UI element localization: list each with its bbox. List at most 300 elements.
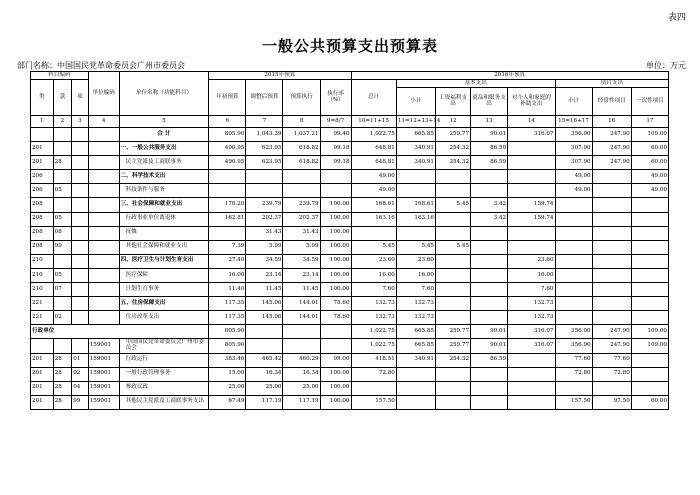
row-name-cell: 参政议政	[119, 381, 209, 395]
value-cell	[246, 170, 283, 184]
value-cell: 86.59	[471, 353, 508, 367]
value-cell	[246, 325, 283, 339]
value-cell	[631, 198, 668, 212]
value-cell: 163.16	[351, 212, 396, 226]
value-cell: 132.73	[396, 297, 435, 311]
value-cell	[592, 198, 631, 212]
value-cell: 5.45	[435, 198, 470, 212]
class-code-cell: 208	[31, 198, 54, 212]
class-code-cell: 201	[31, 395, 54, 409]
value-cell: 316.07	[508, 339, 555, 353]
row-name-cell: 合 计	[119, 128, 209, 142]
value-cell: 117.35	[209, 311, 246, 325]
value-cell: 25.00	[283, 381, 320, 395]
value-cell: 259.77	[435, 325, 470, 339]
value-cell: 239.79	[283, 198, 320, 212]
value-cell	[555, 254, 592, 268]
table-row	[31, 184, 669, 198]
value-cell	[508, 156, 555, 170]
value-cell	[471, 268, 508, 282]
value-cell: 100.00	[320, 240, 351, 254]
class-code-cell: 201	[31, 381, 54, 395]
value-cell	[435, 311, 470, 325]
row-name-cell: 二、科学技术支出	[119, 170, 209, 184]
column-index-cell: 11=12+13+14	[396, 116, 435, 128]
value-cell	[592, 297, 631, 311]
value-cell: 99.18	[320, 156, 351, 170]
kuan-code-cell: 05	[53, 212, 72, 226]
row-name-cell: 抚恤	[119, 226, 209, 240]
column-index-cell: 6	[209, 116, 246, 128]
header-2015: 2015年预算	[209, 72, 351, 80]
row-name-cell: 一、一般公共服务支出	[119, 142, 209, 156]
value-cell	[320, 170, 351, 184]
row-name-cell: 行政运行	[119, 353, 209, 367]
value-cell: 465.42	[246, 353, 283, 367]
value-cell: 307.90	[555, 142, 592, 156]
value-cell	[435, 254, 470, 268]
value-cell: 16.00	[351, 268, 396, 282]
value-cell	[508, 170, 555, 184]
xiang-code-cell	[72, 156, 89, 170]
kuan-code-cell	[53, 198, 72, 212]
value-cell	[351, 226, 396, 240]
value-cell: 254.32	[435, 156, 470, 170]
header-initial: 年初预算	[209, 80, 246, 116]
class-code-cell: 201	[31, 156, 54, 170]
xiang-code-cell	[72, 142, 89, 156]
header-cls: 类	[31, 80, 54, 116]
value-cell	[631, 367, 668, 381]
class-code-cell	[31, 339, 54, 353]
value-cell	[396, 367, 435, 381]
value-cell: 11.45	[246, 283, 283, 297]
xiang-code-cell	[72, 212, 89, 226]
value-cell: 16.00	[209, 268, 246, 282]
value-cell: 460.29	[283, 353, 320, 367]
table-row	[31, 353, 669, 367]
value-cell	[631, 283, 668, 297]
value-cell: 90.01	[471, 325, 508, 339]
value-cell: 805.90	[209, 128, 246, 142]
value-cell: 100.00	[320, 367, 351, 381]
value-cell	[631, 353, 668, 367]
value-cell: 340.91	[396, 142, 435, 156]
column-index-cell: 9=8/7	[320, 116, 351, 128]
unit-code-cell: 159001	[88, 353, 119, 367]
value-cell: 78.60	[320, 311, 351, 325]
column-index-row	[31, 116, 669, 128]
value-cell	[471, 240, 508, 254]
column-index-cell: 1	[31, 116, 54, 128]
value-cell	[471, 367, 508, 381]
value-cell	[471, 283, 508, 297]
value-cell: 356.90	[555, 128, 592, 142]
value-cell: 23.60	[396, 254, 435, 268]
value-cell: 490.95	[209, 156, 246, 170]
unit-code-cell	[88, 212, 119, 226]
value-cell	[631, 240, 668, 254]
column-index-cell: 8	[283, 116, 320, 128]
class-code-cell: 201	[31, 353, 54, 367]
value-cell: 145.06	[246, 311, 283, 325]
row-name-cell: 一般行政管理事务	[119, 367, 209, 381]
value-cell: 15.00	[209, 367, 246, 381]
value-cell	[396, 184, 435, 198]
value-cell	[555, 283, 592, 297]
value-cell	[555, 226, 592, 240]
table-row	[31, 128, 669, 142]
kuan-code-cell: 05	[53, 184, 72, 198]
value-cell: 77.60	[592, 353, 631, 367]
value-cell: 202.37	[283, 212, 320, 226]
table-row	[31, 297, 669, 311]
xiang-code-cell	[72, 268, 89, 282]
table-row	[31, 198, 669, 212]
header-kuan: 款	[53, 80, 72, 116]
value-cell	[592, 283, 631, 297]
value-cell	[396, 170, 435, 184]
value-cell: 247.90	[592, 156, 631, 170]
kuan-code-cell	[53, 142, 72, 156]
xiang-code-cell	[72, 184, 89, 198]
class-code-cell: 201	[31, 367, 54, 381]
value-cell: 168.61	[351, 198, 396, 212]
value-cell	[592, 170, 631, 184]
value-cell: 109.00	[631, 339, 668, 353]
value-cell: 77.60	[555, 353, 592, 367]
header-recurring: 经常性项目	[592, 88, 631, 116]
value-cell: 90.01	[471, 128, 508, 142]
value-cell: 67.49	[209, 395, 246, 409]
value-cell: 247.90	[592, 325, 631, 339]
column-index-cell: 14	[508, 116, 555, 128]
value-cell: 78.60	[320, 297, 351, 311]
header-subsidy: 对个人和家庭的补助支出	[508, 88, 555, 116]
value-cell	[320, 184, 351, 198]
kuan-code-cell	[53, 254, 72, 268]
class-code-cell	[31, 128, 54, 142]
value-cell: 1,043.39	[246, 128, 283, 142]
value-cell	[592, 184, 631, 198]
value-cell	[435, 381, 470, 395]
value-cell: 25.00	[246, 381, 283, 395]
xiang-code-cell: 04	[72, 381, 89, 395]
class-code-cell: 206	[31, 184, 54, 198]
value-cell	[435, 226, 470, 240]
xiang-code-cell: 01	[72, 353, 89, 367]
value-cell: 16.34	[246, 367, 283, 381]
table-row	[31, 325, 669, 339]
value-cell	[508, 142, 555, 156]
unit-code-cell	[88, 226, 119, 240]
value-cell: 49.00	[351, 170, 396, 184]
unit-code-cell: 159001	[88, 381, 119, 395]
value-cell: 1,037.21	[283, 128, 320, 142]
value-cell	[631, 226, 668, 240]
value-cell: 23.60	[351, 254, 396, 268]
kuan-code-cell	[53, 339, 72, 353]
column-index-cell: 3	[72, 116, 89, 128]
row-name-cell: 中国国民党革命委员会广州市委员会	[119, 339, 209, 353]
value-cell: 11.45	[283, 283, 320, 297]
value-cell	[435, 283, 470, 297]
value-cell	[631, 254, 668, 268]
table-row	[31, 226, 669, 240]
row-name-cell: 其他民主党派及工商联事务支出	[119, 395, 209, 409]
value-cell: 5.45	[396, 240, 435, 254]
value-cell	[471, 254, 508, 268]
value-cell: 23.14	[246, 268, 283, 282]
value-cell	[246, 184, 283, 198]
value-cell	[631, 212, 668, 226]
unit-code-cell: 159001	[88, 339, 119, 353]
column-index-cell: 5	[119, 116, 209, 128]
value-cell	[351, 381, 396, 395]
value-cell: 25.00	[209, 381, 246, 395]
header-onetime: 一次性项目	[631, 88, 668, 116]
unit-code-cell	[88, 184, 119, 198]
column-index-cell: 16	[592, 116, 631, 128]
value-cell	[471, 226, 508, 240]
header-total: 总计	[351, 80, 396, 116]
header-unit-name: 单位名称（功能科目）	[119, 72, 209, 116]
value-cell: 316.07	[508, 128, 555, 142]
value-cell: 49.00	[555, 184, 592, 198]
class-code-cell: 206	[31, 170, 54, 184]
class-code-cell: 221	[31, 311, 54, 325]
table-row	[31, 381, 669, 395]
table-row	[31, 254, 669, 268]
value-cell	[246, 339, 283, 353]
table-row	[31, 268, 669, 282]
value-cell	[592, 268, 631, 282]
value-cell: 49.00	[631, 170, 668, 184]
table-row	[31, 156, 669, 170]
value-cell	[508, 184, 555, 198]
value-cell	[435, 367, 470, 381]
value-cell	[592, 254, 631, 268]
column-index-cell: 2	[53, 116, 72, 128]
header-subtotal: 小计	[396, 88, 435, 116]
header-project-subtotal: 小计	[555, 88, 592, 116]
value-cell	[320, 339, 351, 353]
value-cell	[396, 226, 435, 240]
value-cell: 5.45	[351, 240, 396, 254]
row-name-cell: 四、医疗卫生与计划生育支出	[119, 254, 209, 268]
value-cell: 99.18	[320, 142, 351, 156]
value-cell	[555, 212, 592, 226]
value-cell: 254.32	[435, 142, 470, 156]
unit-code-cell	[88, 170, 119, 184]
value-cell: 60.00	[631, 395, 668, 409]
kuan-code-cell: 28	[53, 367, 72, 381]
unit-code-cell	[88, 142, 119, 156]
value-cell: 3.42	[471, 198, 508, 212]
value-cell: 34.59	[246, 254, 283, 268]
value-cell: 72.80	[592, 367, 631, 381]
unit-code-cell	[88, 311, 119, 325]
column-index-cell: 4	[88, 116, 119, 128]
column-index-cell: 17	[631, 116, 668, 128]
value-cell: 340.91	[396, 156, 435, 170]
value-cell	[396, 395, 435, 409]
value-cell: 1,022.75	[351, 339, 396, 353]
unit-code-cell	[88, 283, 119, 297]
header-adjusted: 调整后预算	[246, 80, 283, 116]
header-2016: 2016年预算	[351, 72, 669, 80]
row-name-cell: 医疗保障	[119, 268, 209, 282]
value-cell: 132.73	[508, 297, 555, 311]
value-cell: 805.90	[209, 339, 246, 353]
table-row	[31, 311, 669, 325]
value-cell: 1,022.75	[351, 325, 396, 339]
class-code-cell: 208	[31, 240, 54, 254]
value-cell: 100.00	[320, 395, 351, 409]
value-cell	[435, 212, 470, 226]
value-cell: 23.60	[508, 254, 555, 268]
value-cell: 23.14	[283, 268, 320, 282]
unit-code-cell	[88, 297, 119, 311]
value-cell	[283, 170, 320, 184]
value-cell	[555, 381, 592, 395]
value-cell: 490.95	[209, 142, 246, 156]
value-cell: 254.32	[435, 353, 470, 367]
value-cell: 5.45	[435, 240, 470, 254]
header-wage: 工资福利支出	[435, 88, 470, 116]
kuan-code-cell: 28	[53, 381, 72, 395]
kuan-code-cell	[53, 297, 72, 311]
value-cell: 259.77	[435, 339, 470, 353]
value-cell	[209, 170, 246, 184]
value-cell: 90.01	[471, 339, 508, 353]
value-cell	[283, 339, 320, 353]
value-cell	[555, 268, 592, 282]
value-cell: 16.00	[508, 268, 555, 282]
value-cell: 99.00	[320, 353, 351, 367]
value-cell: 132.73	[396, 311, 435, 325]
header-project: 项目支出	[555, 80, 669, 88]
table-row	[31, 170, 669, 184]
unit-label: 单位：万元	[646, 61, 686, 70]
value-cell	[592, 240, 631, 254]
header-row-1	[31, 72, 669, 80]
xiang-code-cell: 02	[72, 367, 89, 381]
class-code-cell: 208	[31, 226, 54, 240]
table-row	[31, 212, 669, 226]
unit-code-cell	[88, 254, 119, 268]
kuan-code-cell: 05	[53, 268, 72, 282]
value-cell: 117.35	[209, 297, 246, 311]
value-cell	[508, 395, 555, 409]
value-cell: 418.51	[351, 353, 396, 367]
value-cell: 49.00	[631, 184, 668, 198]
header-xiang: 项	[72, 80, 89, 116]
unit-code-cell	[88, 240, 119, 254]
value-cell: 86.59	[471, 142, 508, 156]
value-cell: 665.85	[396, 339, 435, 353]
table-row	[31, 240, 669, 254]
table-row	[31, 395, 669, 409]
column-index-cell: 12	[435, 116, 470, 128]
table-number-label: 表四	[667, 13, 686, 23]
xiang-code-cell	[72, 297, 89, 311]
table-row	[31, 142, 669, 156]
value-cell: 100.00	[320, 381, 351, 395]
unit-code-cell	[88, 198, 119, 212]
header-rate: 执行率（%）	[320, 80, 351, 116]
value-cell: 7.60	[508, 283, 555, 297]
value-cell: 356.90	[555, 339, 592, 353]
value-cell: 665.85	[396, 325, 435, 339]
xiang-code-cell	[72, 240, 89, 254]
value-cell: 132.73	[351, 297, 396, 311]
table-row	[31, 339, 669, 353]
value-cell: 49.00	[555, 170, 592, 184]
value-cell: 618.82	[283, 142, 320, 156]
value-cell: 31.43	[283, 226, 320, 240]
value-cell: 170.20	[209, 198, 246, 212]
department-label: 部门名称：中国国民党革命委员会广州市委员会	[17, 61, 185, 70]
value-cell: 144.01	[283, 311, 320, 325]
value-cell	[435, 184, 470, 198]
value-cell: 648.81	[351, 142, 396, 156]
value-cell: 27.40	[209, 254, 246, 268]
class-code-cell: 210	[31, 283, 54, 297]
value-cell: 7.60	[351, 283, 396, 297]
value-cell	[592, 381, 631, 395]
unit-code-cell	[88, 128, 119, 142]
table-row	[31, 283, 669, 297]
unit-code-cell: 159001	[88, 367, 119, 381]
value-cell	[396, 381, 435, 395]
value-cell: 168.61	[396, 198, 435, 212]
value-cell: 97.50	[592, 395, 631, 409]
value-cell: 307.90	[555, 156, 592, 170]
value-cell: 109.00	[631, 325, 668, 339]
value-cell: 259.77	[435, 128, 470, 142]
unit-code-cell	[88, 268, 119, 282]
value-cell: 100.00	[320, 212, 351, 226]
kuan-code-cell	[53, 170, 72, 184]
value-cell: 60.00	[631, 142, 668, 156]
value-cell: 618.82	[283, 156, 320, 170]
value-cell: 72.80	[351, 367, 396, 381]
value-cell: 1,022.75	[351, 128, 396, 142]
value-cell	[508, 381, 555, 395]
header-unit-code: 单位编码	[88, 72, 119, 116]
value-cell	[508, 226, 555, 240]
table-row	[31, 367, 669, 381]
value-cell: 356.90	[555, 325, 592, 339]
value-cell	[592, 226, 631, 240]
value-cell	[320, 325, 351, 339]
value-cell: 144.01	[283, 297, 320, 311]
header-code-group: 科目编码	[31, 72, 89, 80]
value-cell: 109.00	[631, 128, 668, 142]
value-cell: 383.46	[209, 353, 246, 367]
value-cell: 117.19	[246, 395, 283, 409]
value-cell: 623.95	[246, 156, 283, 170]
row-name-cell: 行政事业单位离退休	[119, 212, 209, 226]
value-cell	[471, 297, 508, 311]
class-code-cell: 221	[31, 297, 54, 311]
kuan-code-cell: 02	[53, 311, 72, 325]
value-cell: 157.50	[351, 395, 396, 409]
xiang-code-cell	[72, 311, 89, 325]
kuan-code-cell: 08	[53, 226, 72, 240]
value-cell	[435, 395, 470, 409]
